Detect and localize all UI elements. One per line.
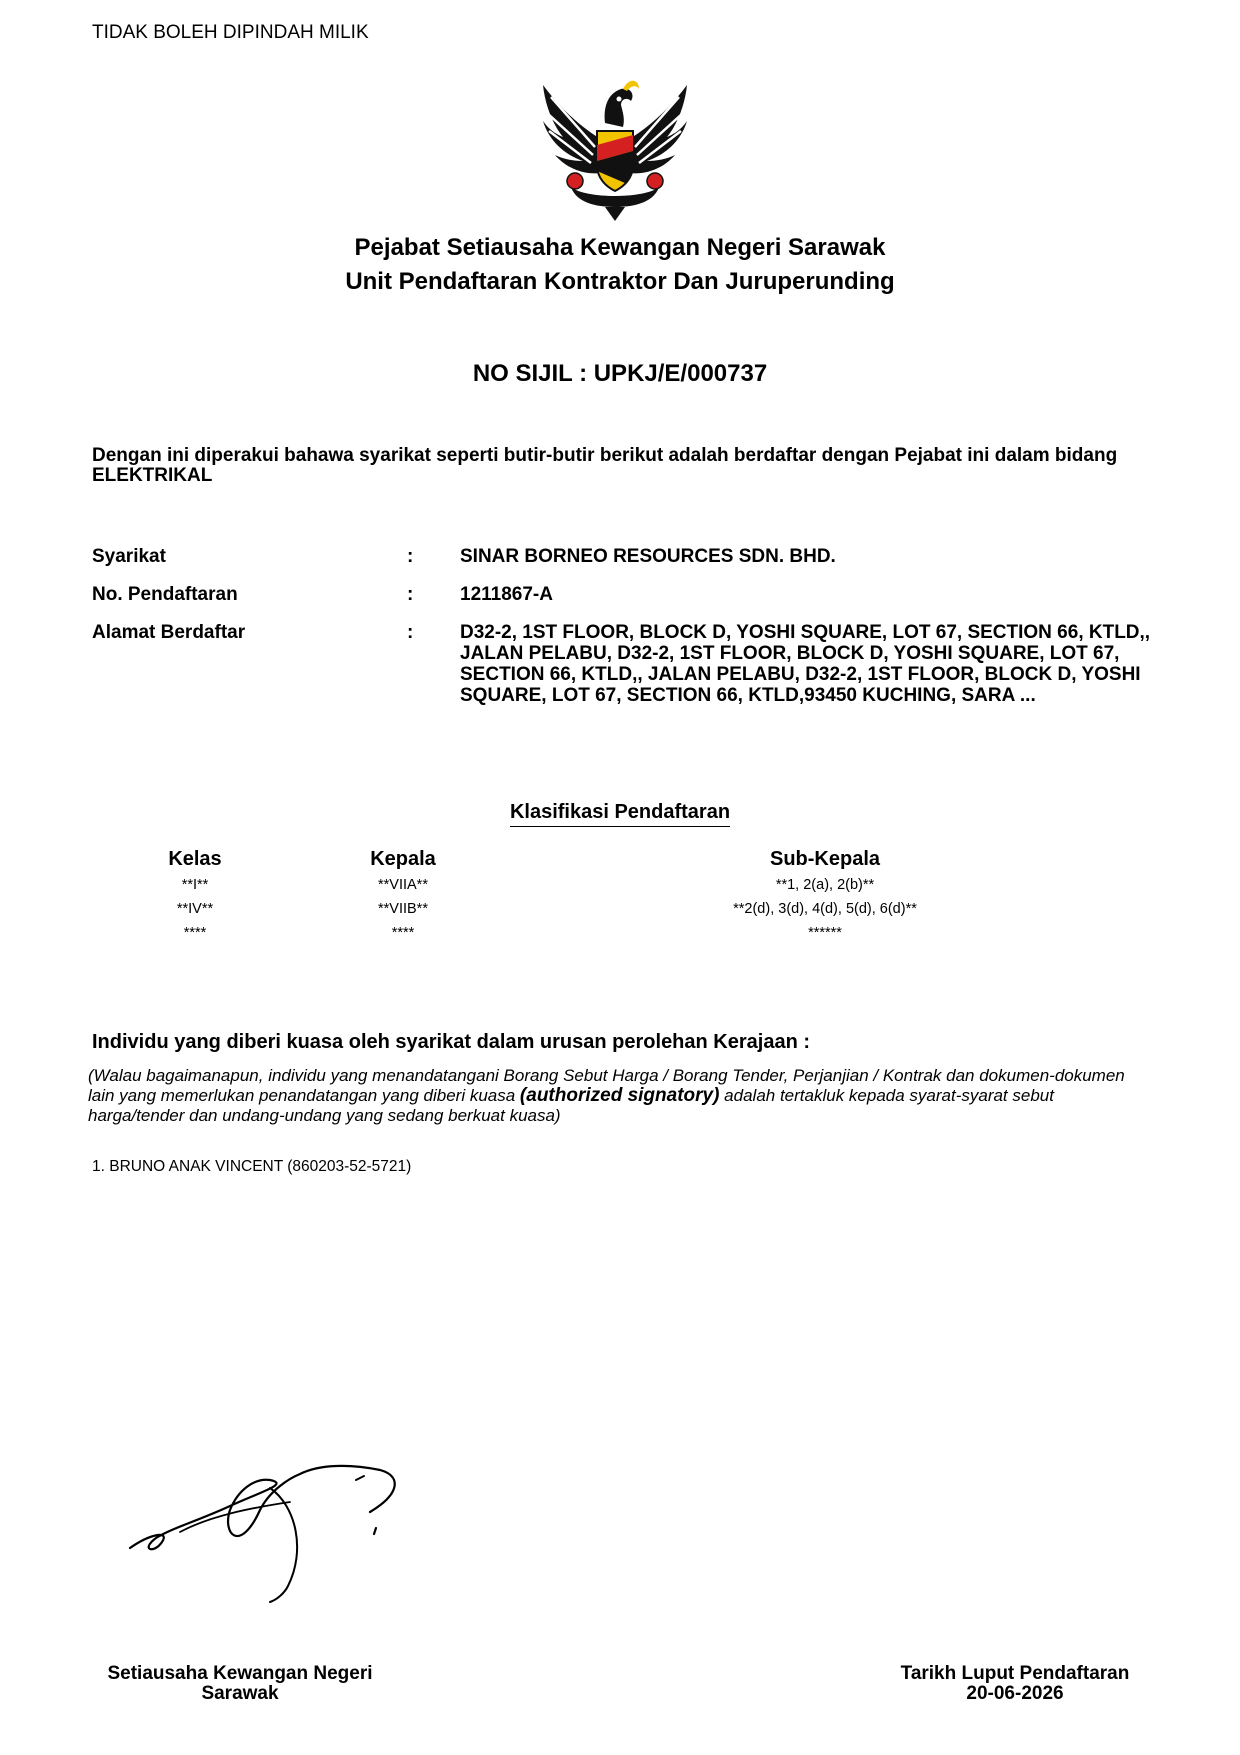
registration-number: 1211867-A xyxy=(460,584,553,605)
table-cell: **** xyxy=(183,925,207,941)
signatory-title xyxy=(70,1664,410,1704)
certification-text: Dengan ini diperakui bahawa syarikat seperti butir-butir berikut adalah berdaftar dengan Pejabat ini dalam bidang xyxy=(92,445,1118,466)
sarawak-crest-icon xyxy=(535,75,695,225)
column-header-sub-kepala: Sub-Kepala xyxy=(769,848,881,870)
unit-name: Unit Pendaftaran Kontraktor Dan Juruperunding xyxy=(345,268,895,295)
non-transferable-notice: TIDAK BOLEH DIPINDAH MILIK xyxy=(92,22,369,43)
column-header-kelas: Kelas xyxy=(168,848,222,870)
registration-expiry xyxy=(870,1664,1160,1704)
certificate-number: NO SIJIL : UPKJ/E/000737 xyxy=(472,360,768,387)
colon-separator: : xyxy=(407,546,414,567)
disclaimer-text: adalah tertakluk kepada syarat-syarat sebut harga/tender dan undang-undang yang sedang berkuat kuasa) xyxy=(88,1086,1054,1125)
table-cell: **VIIA** xyxy=(378,877,428,893)
colon-separator: : xyxy=(407,622,414,643)
colon-separator: : xyxy=(407,584,414,605)
registration-field: ELEKTRIKAL xyxy=(92,465,213,486)
signatory-title-line: Setiausaha Kewangan Negeri xyxy=(107,1663,373,1684)
company-name: SINAR BORNEO RESOURCES SDN. BHD. xyxy=(460,546,836,567)
table-cell: ****** xyxy=(808,925,842,941)
expiry-date: 20-06-2026 xyxy=(966,1683,1064,1704)
expiry-label: Tarikh Luput Pendaftaran xyxy=(900,1663,1130,1684)
authorized-individuals-heading: Individu yang diberi kuasa oleh syarikat dalam urusan perolehan Kerajaan : xyxy=(92,1031,811,1053)
registered-address: D32-2, 1ST FLOOR, BLOCK D, YOSHI SQUARE, LOT 67, SECTION 66, KTLD,, JALAN PELABU, D32-2, 1ST FLOOR, BLOCK D, YOSHI SQUARE, LOT 67, SECTION 66, KTLD,, JALAN PELABU, D32-2, 1ST FLOOR, BLOCK D, YOSHI SQUARE, LOT 67, SECTION 66, KTLD,93450 KUCHING, SARA ... xyxy=(460,622,1151,706)
disclaimer-emphasis: (authorized signatory) xyxy=(519,1085,720,1106)
table-cell: **2(d), 3(d), 4(d), 5(d), 6(d)** xyxy=(733,901,917,917)
table-cell: **VIIB** xyxy=(378,901,428,917)
classification-title-text: Klasifikasi Pendaftaran xyxy=(510,801,730,827)
signature-icon xyxy=(120,1450,420,1610)
disclaimer-text: (Walau bagaimanapun, individu yang menandatangani Borang Sebut Harga / Borang Tender, Perjanjian / Kontrak dan dokumen-dokumen lain yang memerlukan penandatangan yang diberi kuasa xyxy=(88,1066,1125,1105)
signatory-disclaimer xyxy=(88,1066,1148,1126)
table-cell: **** xyxy=(391,925,415,941)
company-name-label: Syarikat xyxy=(92,546,166,567)
table-cell: **IV** xyxy=(176,901,214,917)
column-header-kepala: Kepala xyxy=(370,848,436,870)
table-cell: **1, 2(a), 2(b)** xyxy=(775,877,875,893)
signatory-title-line: Sarawak xyxy=(201,1683,279,1704)
office-name: Pejabat Setiausaha Kewangan Negeri Sarawak xyxy=(354,234,886,261)
certification-statement xyxy=(92,446,1132,486)
classification-title xyxy=(0,801,1240,824)
table-cell: **I** xyxy=(181,877,209,893)
registration-number-label: No. Pendaftaran xyxy=(92,584,238,605)
registered-address-label: Alamat Berdaftar xyxy=(92,622,246,643)
authorized-person: 1. BRUNO ANAK VINCENT (860203-52-5721) xyxy=(92,1158,412,1175)
